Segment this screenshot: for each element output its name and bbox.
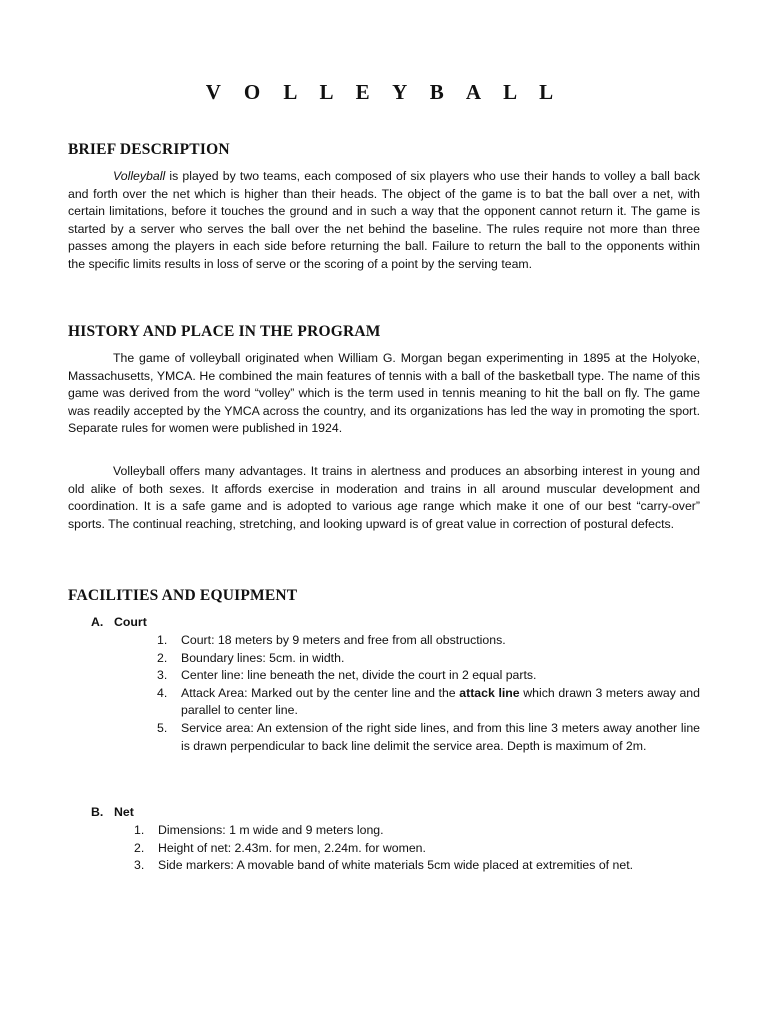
section-heading-brief: BRIEF DESCRIPTION xyxy=(68,141,230,158)
item-number: 2. xyxy=(157,650,168,665)
subsection-court xyxy=(91,615,147,629)
subsection-net xyxy=(91,805,134,819)
volleyball-italic: Volleyball xyxy=(113,169,166,183)
item-text: Center line: line beneath the net, divide the court in 2 equal parts. xyxy=(181,668,537,683)
item-number: 5. xyxy=(157,720,168,735)
list-item xyxy=(157,650,700,668)
item-number: 1. xyxy=(134,823,145,837)
net-list xyxy=(134,822,700,875)
brief-description-text: is played by two teams, each composed of six players who use their hands to volley a ball back and forth over the net which is higher than their heads. The object of the game is to bat the ball over a net, with certain limitations, before it touches the ground and in such a way that the opponent cannot return it. The game is started by a server who serves the ball over the net behind the baseline. The rules require not more than three passes among the players in each side before returning the ball. Failure to return the ball to the opponents within the specific limits results in loss of serve or the scoring of a point by the serving team. xyxy=(68,169,700,271)
list-item xyxy=(134,857,700,875)
subsection-label: Court xyxy=(114,615,147,629)
history-paragraph: Volleyball offers many advantages. It trains in alertness and produces an absorbing interest in young and old alike of both sexes. It affords exercise in moderation and trains in all around muscular development and coordination. It is a safe game and is adopted to various age range which make it one of our best “carry-over” sports. The continual reaching, stretching, and looking upward is of great value in correction of postural defects. xyxy=(68,464,700,531)
history-paragraph: The game of volleyball originated when William G. Morgan began experimenting in 1895 at the Holyoke, Massachusetts, YMCA. He combined the main features of tennis with a ball of the basketball type. The name of this game was derived from the word “volley” which is the term used in tennis meaning to hit the ball on fly. The game was readily accepted by the YMCA across the country, and its organizations has led the way in promoting the sport. Separate rules for women were published in 1924. xyxy=(68,351,700,436)
item-text: Service area: An extension of the right side lines, and from this line 3 meters away another line is drawn perpendicular to back line delimit the service area. Depth is maximum of 2m. xyxy=(181,720,700,753)
list-item xyxy=(157,667,700,685)
list-item xyxy=(157,685,700,720)
document-title: V O L L E Y B A L L xyxy=(205,80,563,104)
item-text: Dimensions: 1 m wide and 9 meters long. xyxy=(158,823,384,837)
list-item xyxy=(157,632,700,650)
item-text: Boundary lines: 5cm. in width. xyxy=(181,650,345,665)
subsection-marker: A. xyxy=(91,615,104,629)
attack-line-bold: attack line xyxy=(459,685,520,700)
court-list xyxy=(157,632,700,755)
item-number: 3. xyxy=(134,858,145,873)
section-heading-facilities: FACILITIES AND EQUIPMENT xyxy=(68,587,298,604)
brief-description-paragraph xyxy=(68,168,700,274)
item-text: Height of net: 2.43m. for men, 2.24m. for women. xyxy=(158,840,426,855)
item-text: Side markers: A movable band of white materials 5cm wide placed at extremities of net. xyxy=(158,858,634,873)
subsection-label: Net xyxy=(114,805,134,819)
list-item xyxy=(134,822,700,840)
list-item xyxy=(157,720,700,755)
item-text: Attack Area: Marked out by the center line and the xyxy=(181,685,460,700)
item-number: 3. xyxy=(157,668,168,683)
subsection-marker: B. xyxy=(91,805,104,819)
item-number: 2. xyxy=(134,840,145,855)
item-text: which drawn 3 meters away and parallel to center line. xyxy=(181,685,700,718)
list-item xyxy=(134,840,700,858)
section-heading-history: HISTORY AND PLACE IN THE PROGRAM xyxy=(68,323,381,340)
item-text: Court: 18 meters by 9 meters and free from all obstructions. xyxy=(181,633,506,647)
item-number: 4. xyxy=(157,685,168,700)
item-number: 1. xyxy=(157,633,168,647)
